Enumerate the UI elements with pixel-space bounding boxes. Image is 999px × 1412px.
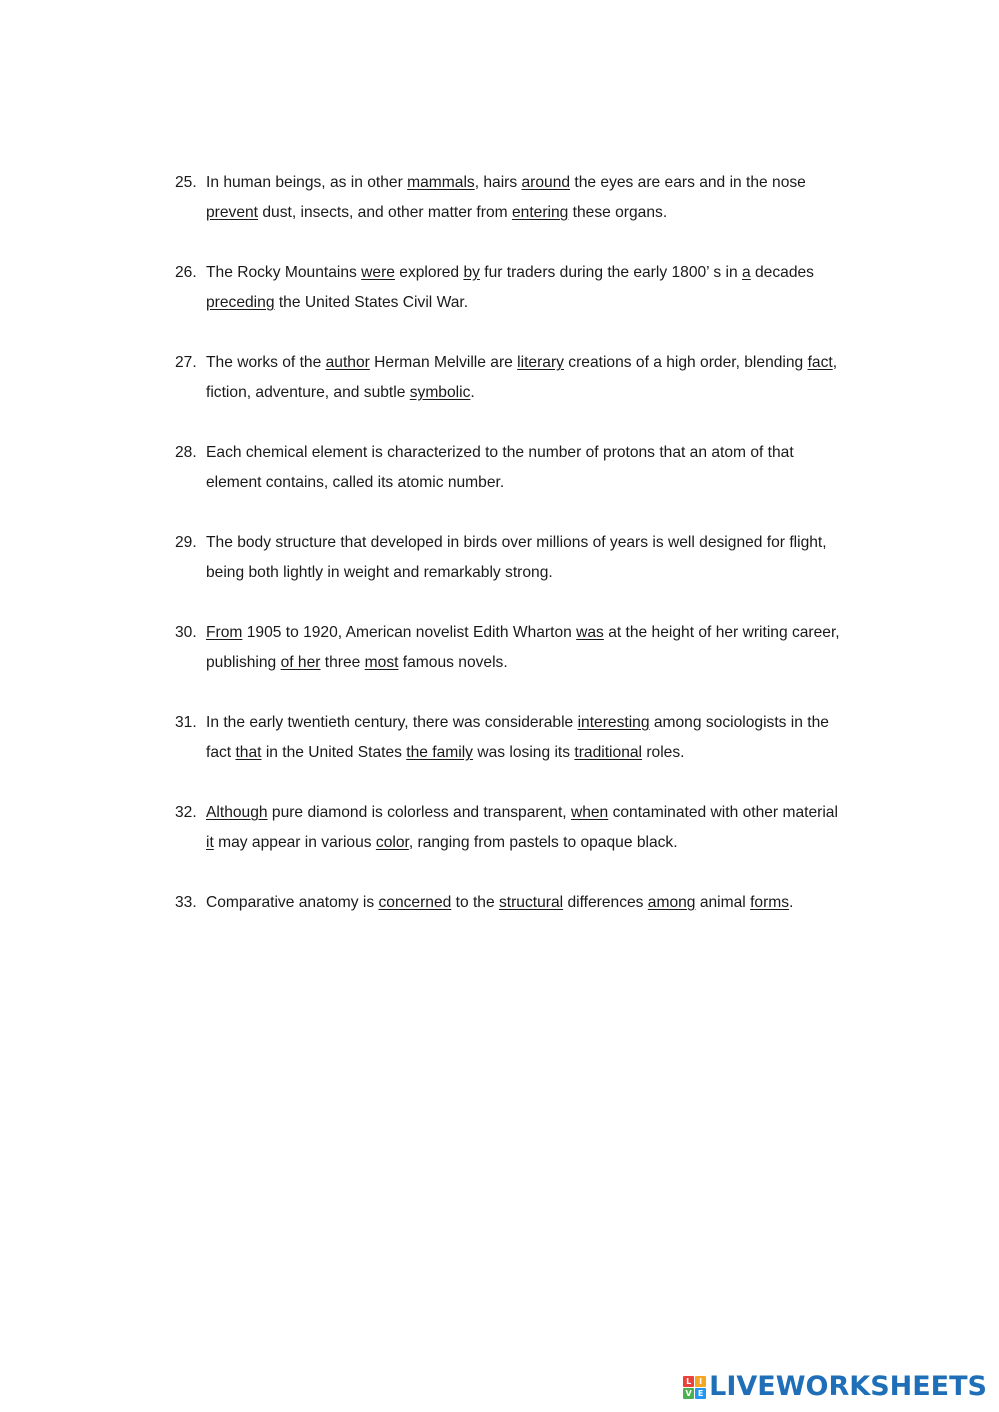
brand-name: LIVEWORKSHEETS xyxy=(709,1371,987,1402)
underlined-option: preceding xyxy=(206,294,275,311)
question-text-segment: 1905 to 1920, American novelist Edith Wharton xyxy=(242,624,577,641)
question-item xyxy=(175,708,845,768)
question-text-segment: fur traders during the early 1800’ s in xyxy=(479,264,742,281)
underlined-option: of her xyxy=(280,654,321,671)
question-number: 30. xyxy=(175,624,197,641)
question-text-segment: may appear in various xyxy=(213,834,376,851)
question-number: 27. xyxy=(175,354,197,371)
question-item xyxy=(175,888,845,918)
question-text-segment: creations of a high order, blending xyxy=(563,354,808,371)
question-text-segment: the United States Civil War. xyxy=(274,294,469,311)
question-text xyxy=(206,528,845,588)
underlined-option: was xyxy=(576,624,604,641)
question-item xyxy=(175,528,845,588)
underlined-option: when xyxy=(570,804,609,821)
underlined-option: the family xyxy=(406,744,473,761)
underlined-option: most xyxy=(364,654,399,671)
question-text-segment: three xyxy=(320,654,365,671)
question-number: 25. xyxy=(175,174,197,191)
underlined-option: From xyxy=(206,624,243,641)
question-text-segment: these organs. xyxy=(568,204,668,221)
question-text-segment: differences xyxy=(563,894,648,911)
question-item xyxy=(175,258,845,318)
logo-tile: L xyxy=(683,1376,694,1387)
question-text-segment: . xyxy=(470,384,475,401)
question-text-segment: famous novels. xyxy=(398,654,508,671)
question-text-segment: decades xyxy=(750,264,814,281)
question-text-segment: among sociologists in the fact xyxy=(206,714,829,761)
liveworksheets-logo-icon xyxy=(683,1376,706,1399)
question-text-segment: animal xyxy=(695,894,751,911)
underlined-option: structural xyxy=(498,894,564,911)
question-text-segment: , fiction, adventure, and subtle xyxy=(206,354,838,401)
question-text-segment: the eyes are ears and in the nose xyxy=(570,174,806,191)
question-text-segment: contaminated with other material xyxy=(608,804,838,821)
question-text-segment: In the early twentieth century, there was considerable xyxy=(206,714,578,731)
underlined-option: a xyxy=(741,264,751,281)
question-item xyxy=(175,348,845,408)
question-item xyxy=(175,618,845,678)
question-text-segment: The works of the xyxy=(206,354,326,371)
liveworksheets-brand xyxy=(683,1372,987,1402)
underlined-option: interesting xyxy=(577,714,650,731)
logo-tile: E xyxy=(695,1388,706,1399)
question-text-segment: explored xyxy=(394,264,464,281)
underlined-option: that xyxy=(235,744,262,761)
question-number: 31. xyxy=(175,714,197,731)
underlined-option: around xyxy=(521,174,571,191)
underlined-option: color xyxy=(375,834,409,851)
question-text-segment: dust, insects, and other matter from xyxy=(258,204,512,221)
question-text xyxy=(206,618,845,678)
underlined-option: mammals xyxy=(407,174,475,191)
question-text-segment: Herman Melville are xyxy=(369,354,518,371)
question-text-segment: , hairs xyxy=(474,174,522,191)
question-item xyxy=(175,438,845,498)
question-text xyxy=(206,708,845,768)
question-text-segment: to the xyxy=(451,894,499,911)
question-text xyxy=(206,348,845,408)
question-text xyxy=(206,798,845,858)
question-text-segment: , ranging from pastels to opaque black. xyxy=(408,834,678,851)
question-text xyxy=(206,258,845,318)
underlined-option: it xyxy=(206,834,214,851)
question-text-segment: Each chemical element is characterized to the number of protons that an atom of that element contains, called its atomic number. xyxy=(206,444,794,491)
question-text-segment: roles. xyxy=(642,744,685,761)
underlined-option: were xyxy=(361,264,395,281)
question-text-segment: The body structure that developed in birds over millions of years is well designed for flight, being both lightly in weight and remarkably strong. xyxy=(206,534,827,581)
underlined-option: among xyxy=(647,894,696,911)
underlined-option: prevent xyxy=(206,204,259,221)
question-number: 32. xyxy=(175,804,197,821)
question-number: 28. xyxy=(175,444,197,461)
underlined-option: entering xyxy=(511,204,569,221)
underlined-option: Although xyxy=(206,804,268,821)
question-number: 26. xyxy=(175,264,197,281)
question-text-segment: Comparative anatomy is xyxy=(206,894,379,911)
underlined-option: fact xyxy=(807,354,833,371)
question-text-segment: at the height of her writing career, publishing xyxy=(206,624,840,671)
question-text-segment: pure diamond is colorless and transparent, xyxy=(267,804,571,821)
underlined-option: literary xyxy=(517,354,564,371)
question-text xyxy=(206,438,845,498)
question-text-segment: In human beings, as in other xyxy=(206,174,408,191)
underlined-option: forms xyxy=(750,894,790,911)
question-number: 29. xyxy=(175,534,197,551)
underlined-option: symbolic xyxy=(409,384,471,401)
question-number: 33. xyxy=(175,894,197,911)
question-text-segment: The Rocky Mountains xyxy=(206,264,362,281)
question-text xyxy=(206,168,845,228)
question-item xyxy=(175,168,845,228)
underlined-option: author xyxy=(325,354,370,371)
question-text-segment: in the United States xyxy=(261,744,407,761)
question-list xyxy=(175,168,845,948)
logo-tile: I xyxy=(695,1376,706,1387)
question-text-segment: was losing its xyxy=(472,744,575,761)
underlined-option: by xyxy=(463,264,480,281)
logo-tile: V xyxy=(683,1388,694,1399)
question-text xyxy=(206,888,845,918)
question-item xyxy=(175,798,845,858)
question-text-segment: . xyxy=(789,894,794,911)
underlined-option: traditional xyxy=(574,744,643,761)
underlined-option: concerned xyxy=(378,894,452,911)
